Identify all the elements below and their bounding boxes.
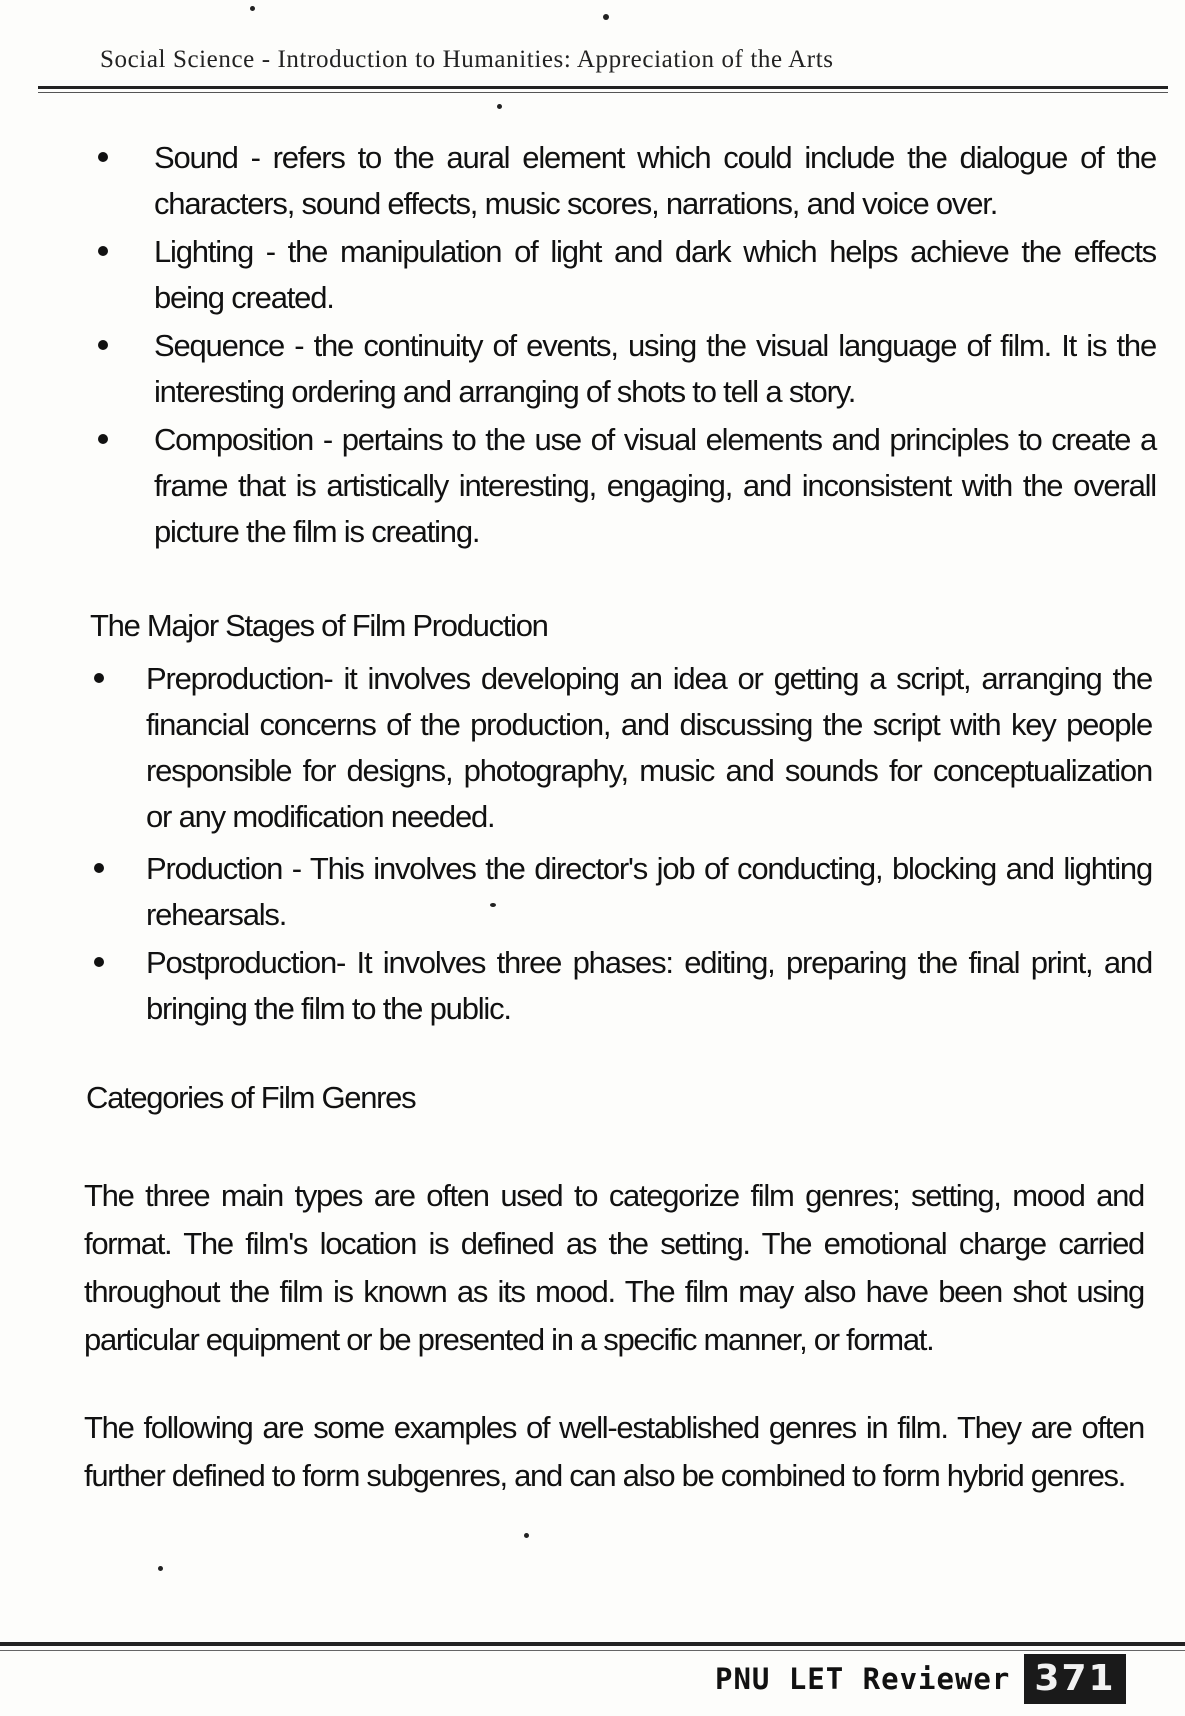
bullet-icon [98, 152, 108, 162]
bullet-icon [98, 246, 108, 256]
page-number: 371 [1024, 1654, 1126, 1704]
bullet-icon [98, 340, 108, 350]
stages-heading: The Major Stages of Film Production [90, 608, 548, 643]
film-element-lighting: Lighting - the manipulation of light and dark which helps achieve the effects being created. [154, 234, 1156, 315]
bullet-icon [94, 673, 104, 683]
film-element-sequence: Sequence - the continuity of events, using the visual language of film. It is the interesting ordering and arranging of shots to tell a story. [154, 328, 1156, 409]
header-rule [38, 86, 1168, 89]
bullet-icon [94, 957, 104, 967]
header-rule-thin [38, 92, 1168, 93]
genres-paragraph-examples: The following are some examples of well-established genres in film. They are often further defined to form subgenres, and can also be combined to form hybrid genres. [84, 1410, 1144, 1493]
stage-preproduction: Preproduction- it involves developing an idea or getting a script, arranging the financial concerns of the production, and discussing the script with key people responsible for designs, photography, music and sounds for conceptualization or any modification needed. [146, 661, 1152, 834]
stage-postproduction: Postproduction- It involves three phases: editing, preparing the final print, and bringing the film to the public. [146, 945, 1152, 1026]
film-element-sound: Sound - refers to the aural element which could include the dialogue of the characters, sound effects, music scores, narrations, and voice over. [154, 140, 1156, 221]
footer-brand: PNU LET Reviewer [715, 1662, 1011, 1696]
footer-rule-thin [0, 1650, 1185, 1651]
bullet-icon [98, 434, 108, 444]
scan-speck [490, 903, 496, 907]
film-element-composition: Composition - pertains to the use of visual elements and principles to create a frame that is artistically interesting, engaging, and inconsistent with the overall picture the film is creating. [154, 422, 1156, 549]
scan-speck [603, 14, 609, 20]
scan-speck [524, 1533, 529, 1538]
genres-paragraph: The three main types are often used to categorize film genres; setting, mood and format. The film's location is defined as the setting. The emotional charge carried throughout the film is known as its mood. The film may also have been shot using particular equipment or be presented in a specific manner, or format. [84, 1178, 1144, 1357]
stage-production: Production - This involves the director's job of conducting, blocking and lighting rehearsals. [146, 851, 1152, 932]
scan-speck [158, 1566, 163, 1571]
bullet-icon [94, 863, 104, 873]
genres-heading: Categories of Film Genres [86, 1080, 416, 1115]
scan-speck [497, 104, 502, 109]
footer-rule [0, 1642, 1185, 1646]
running-header: Social Science - Introduction to Humanities: Appreciation of the Arts [100, 46, 834, 73]
scan-speck [250, 6, 255, 11]
